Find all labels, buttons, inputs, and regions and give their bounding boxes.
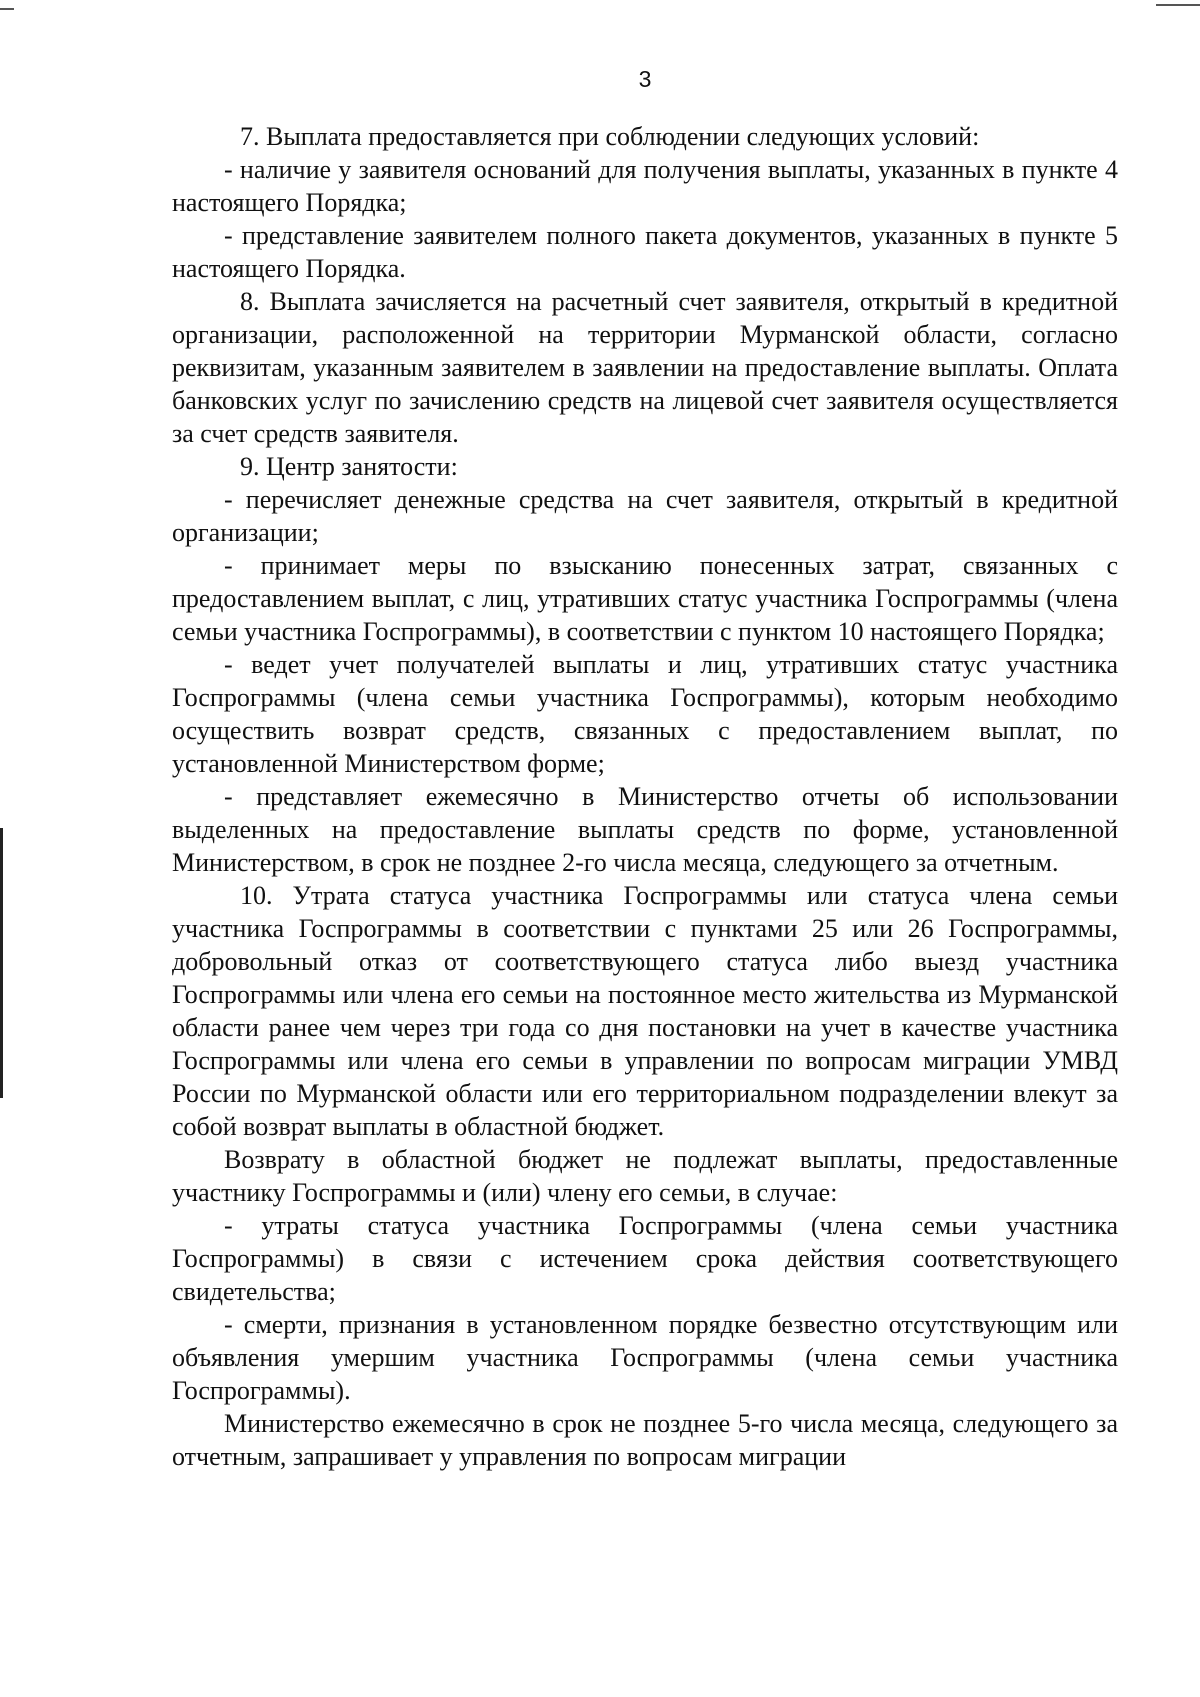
paragraph-ministry-request: Министерство ежемесячно в срок не позднее 5-го числа месяца, следующего за отчетным, запрашивает у управления по вопросам миграции <box>172 1409 1118 1471</box>
paragraph-10-exception-1: - утраты статуса участника Госпрограммы (члена семьи участника Госпрограммы) в связи с истечением срока действия соответствующего свидетельства; <box>172 1211 1118 1306</box>
document-body <box>172 120 1118 1473</box>
scan-mark-top-right <box>1156 4 1200 6</box>
paragraph-9-duty-4: - представляет ежемесячно в Министерство отчеты об использовании выделенных на предоставление выплаты средств по форме, установленной Министерством, в срок не позднее 2-го числа месяца, следующего за отчетным. <box>172 782 1118 877</box>
paragraph-7-condition-2: - представление заявителем полного пакета документов, указанных в пункте 5 настоящего Порядка. <box>172 221 1118 283</box>
paragraph-8: 8. Выплата зачисляется на расчетный счет заявителя, открытый в кредитной организации, расположенной на территории Мурманской области, согласно реквизитам, указанным заявителем в заявлении на предоставление выплаты. Оплата банковских услуг по зачислению средств на лицевой счет заявителя осуществляется за счет средств заявителя. <box>172 287 1118 448</box>
paragraph-9-duty-3: - ведет учет получателей выплаты и лиц, утративших статус участника Госпрограммы (члена семьи участника Госпрограммы), которым необходимо осуществить возврат средств, связанных с предоставлением выплат, по установленной Министерством форме; <box>172 650 1118 778</box>
scan-edge-line <box>0 828 3 1098</box>
paragraph-7: 7. Выплата предоставляется при соблюдении следующих условий: <box>240 122 980 151</box>
paragraph-7-condition-1: - наличие у заявителя оснований для получения выплаты, указанных в пункте 4 настоящего Порядка; <box>172 155 1118 217</box>
scan-mark-top-left <box>0 8 14 10</box>
paragraph-9: 9. Центр занятости: <box>240 452 458 481</box>
paragraph-10-exception-2: - смерти, признания в установленном порядке безвестно отсутствующим или объявления умершим участника Госпрограммы (члена семьи участника Госпрограммы). <box>172 1310 1118 1405</box>
paragraph-10-exception-intro: Возврату в областной бюджет не подлежат выплаты, предоставленные участнику Госпрограммы и (или) члену его семьи, в случае: <box>172 1145 1118 1207</box>
paragraph-9-duty-1: - перечисляет денежные средства на счет заявителя, открытый в кредитной организации; <box>172 485 1118 547</box>
paragraph-10: 10. Утрата статуса участника Госпрограммы или статуса члена семьи участника Госпрограммы в соответствии с пунктами 25 или 26 Госпрограммы, добровольный отказ от соответствующего статуса либо выезд участника Госпрограммы или члена его семьи на постоянное место жительства из Мурманской области ранее чем через три года со дня постановки на учет в качестве участника Госпрограммы или члена его семьи в управлении по вопросам миграции УМВД России по Мурманской области или его территориальном подразделении влекут за собой возврат выплаты в областной бюджет. <box>172 881 1118 1141</box>
paragraph-9-duty-2: - принимает меры по взысканию понесенных затрат, связанных с предоставлением выплат, с лиц, утративших статус участника Госпрограммы (члена семьи участника Госпрограммы), в соответствии с пунктом 10 настоящего Порядка; <box>172 551 1118 646</box>
page-number: 3 <box>638 66 652 92</box>
